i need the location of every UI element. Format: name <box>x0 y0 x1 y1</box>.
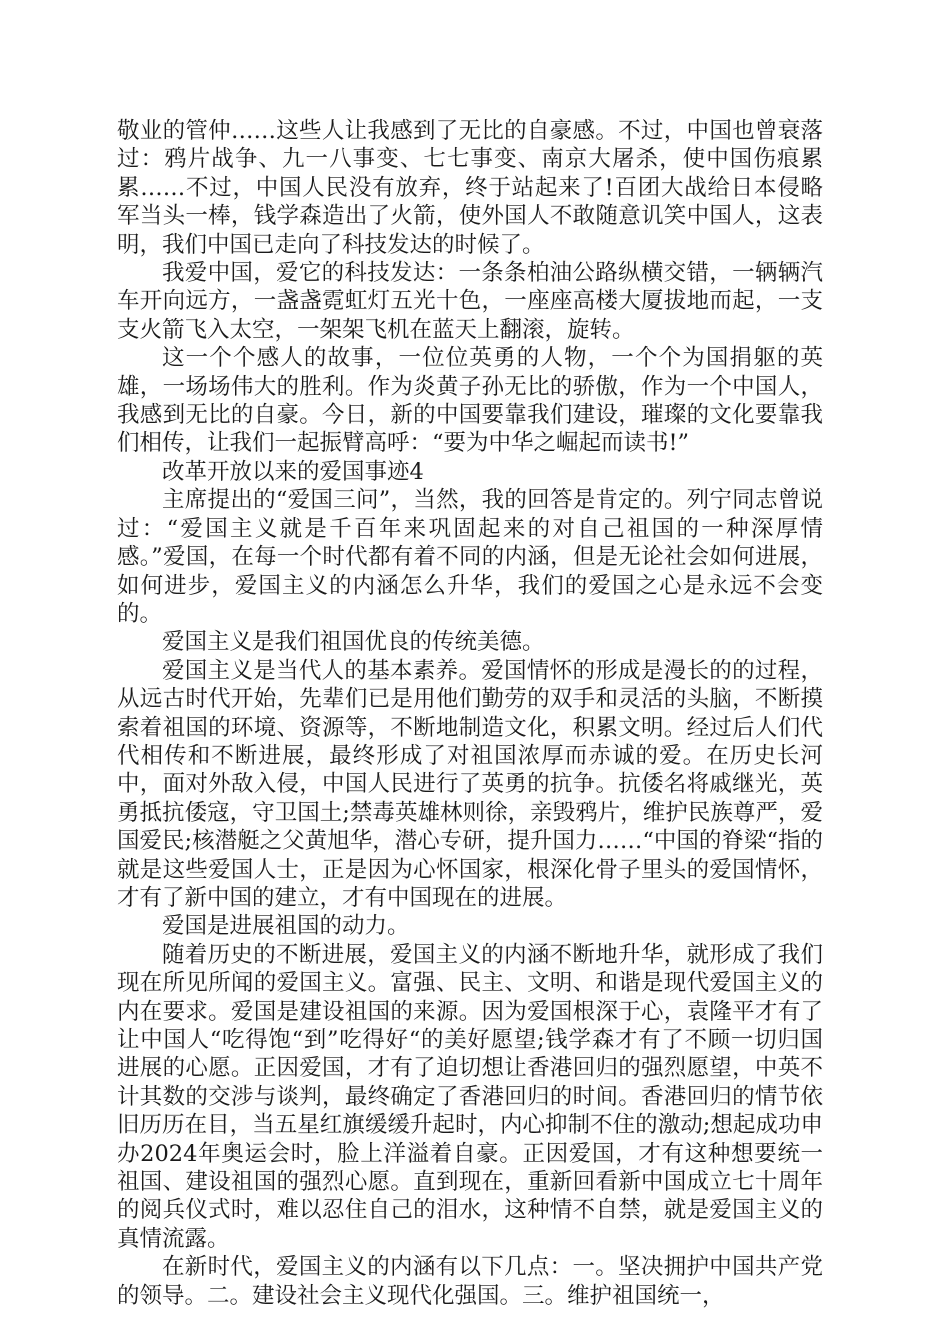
paragraph: 主席提出的“爱国三问”，当然，我的回答是肯定的。列宁同志曾说过：“爱国主义就是千百年来巩固起来的对自己祖国的一种深厚情感。”爱国，在每一个时代都有着不同的内涵，但是无论社会如何进展，如何进步，爱国主义的内涵怎么升华，我们的爱国之心是永远不会变的。 <box>117 487 823 627</box>
paragraph: 在新时代，爱国主义的内涵有以下几点：一。坚决拥护中国共产党的领导。二。建设社会主义现代化强国。三。维护祖国统一， <box>117 1254 823 1309</box>
paragraph: 这一个个感人的故事，一位位英勇的人物，一个个为国捐躯的英雄，一场场伟大的胜利。作为炎黄子孙无比的骄傲，作为一个中国人，我感到无比的自豪。今日，新的中国要靠我们建设，璀璨的文化要靠我们相传，让我们一起振臂高呼：“要为中华之崛起而读书!” <box>117 345 823 457</box>
paragraph: 我爱中国，爱它的科技发达：一条条柏油公路纵横交错，一辆辆汽车开向远方，一盏盏霓虹灯五光十色，一座座高楼大厦拔地而起，一支支火箭飞入太空，一架架飞机在蓝天上翻滚，旋转。 <box>117 260 823 343</box>
paragraph: 爱国主义是当代人的基本素养。爱国情怀的形成是漫长的的过程，从远古时代开始，先辈们已是用他们勤劳的双手和灵活的头脑，不断摸索着祖国的环境、资源等，不断地制造文化，积累文明。经过后人们代代相传和不断进展，最终形成了对祖国浓厚而赤诚的爱。在历史长河中，面对外敌入侵，中国人民进行了英勇的抗争。抗倭名将戚继光，英勇抵抗倭寇，守卫国土;禁毒英雄林则徐，亲毁鸦片，维护民族尊严，爱国爱民;核潜艇之父黄旭华，潜心专研，提升国力……“中国的脊梁“指的就是这些爱国人士，正是因为心怀国家，根深化骨子里头的爱国情怀，才有了新中国的建立，才有中国现在的进展。 <box>117 657 823 911</box>
paragraph: 爱国主义是我们祖国优良的传统美德。 <box>162 629 545 656</box>
paragraph: 爱国是进展祖国的动力。 <box>162 913 410 940</box>
paragraph: 随着历史的不断进展，爱国主义的内涵不断地升华，就形成了我们现在所见所闻的爱国主义。富强、民主、文明、和谐是现代爱国主义的内在要求。爱国是建设祖国的来源。因为爱国根深于心，袁隆平才有了让中国人“吃得饱“到”吃得好“的美好愿望;钱学森才有了不顾一切归国进展的心愿。正因爱国，才有了迫切想让香港回归的强烈愿望，中英不计其数的交涉与谈判，最终确定了香港回归的时间。香港回归的情节依旧历历在目，当五星红旗缓缓升起时，内心抑制不住的激动;想起成功申办2024年奥运会时，脸上洋溢着自豪。正因爱国，才有这种想要统一祖国、建设祖国的强烈心愿。直到现在，重新回看新中国成立七十周年的阅兵仪式时，难以忍住自己的泪水，这种情不自禁，就是爱国主义的真情流露。 <box>117 941 823 1252</box>
document-body <box>117 117 823 1310</box>
section-heading: 改革开放以来的爱国事迹4 <box>162 458 424 485</box>
paragraph: 敬业的管仲……这些人让我感到了无比的自豪感。不过，中国也曾衰落过：鸦片战争、九一八事变、七七事变、南京大屠杀，使中国伤痕累累……不过，中国人民没有放弃，终于站起来了!百团大战给日本侵略军当头一棒，钱学森造出了火箭，使外国人不敢随意讥笑中国人，这表明，我们中国已走向了科技发达的时候了。 <box>117 118 823 258</box>
